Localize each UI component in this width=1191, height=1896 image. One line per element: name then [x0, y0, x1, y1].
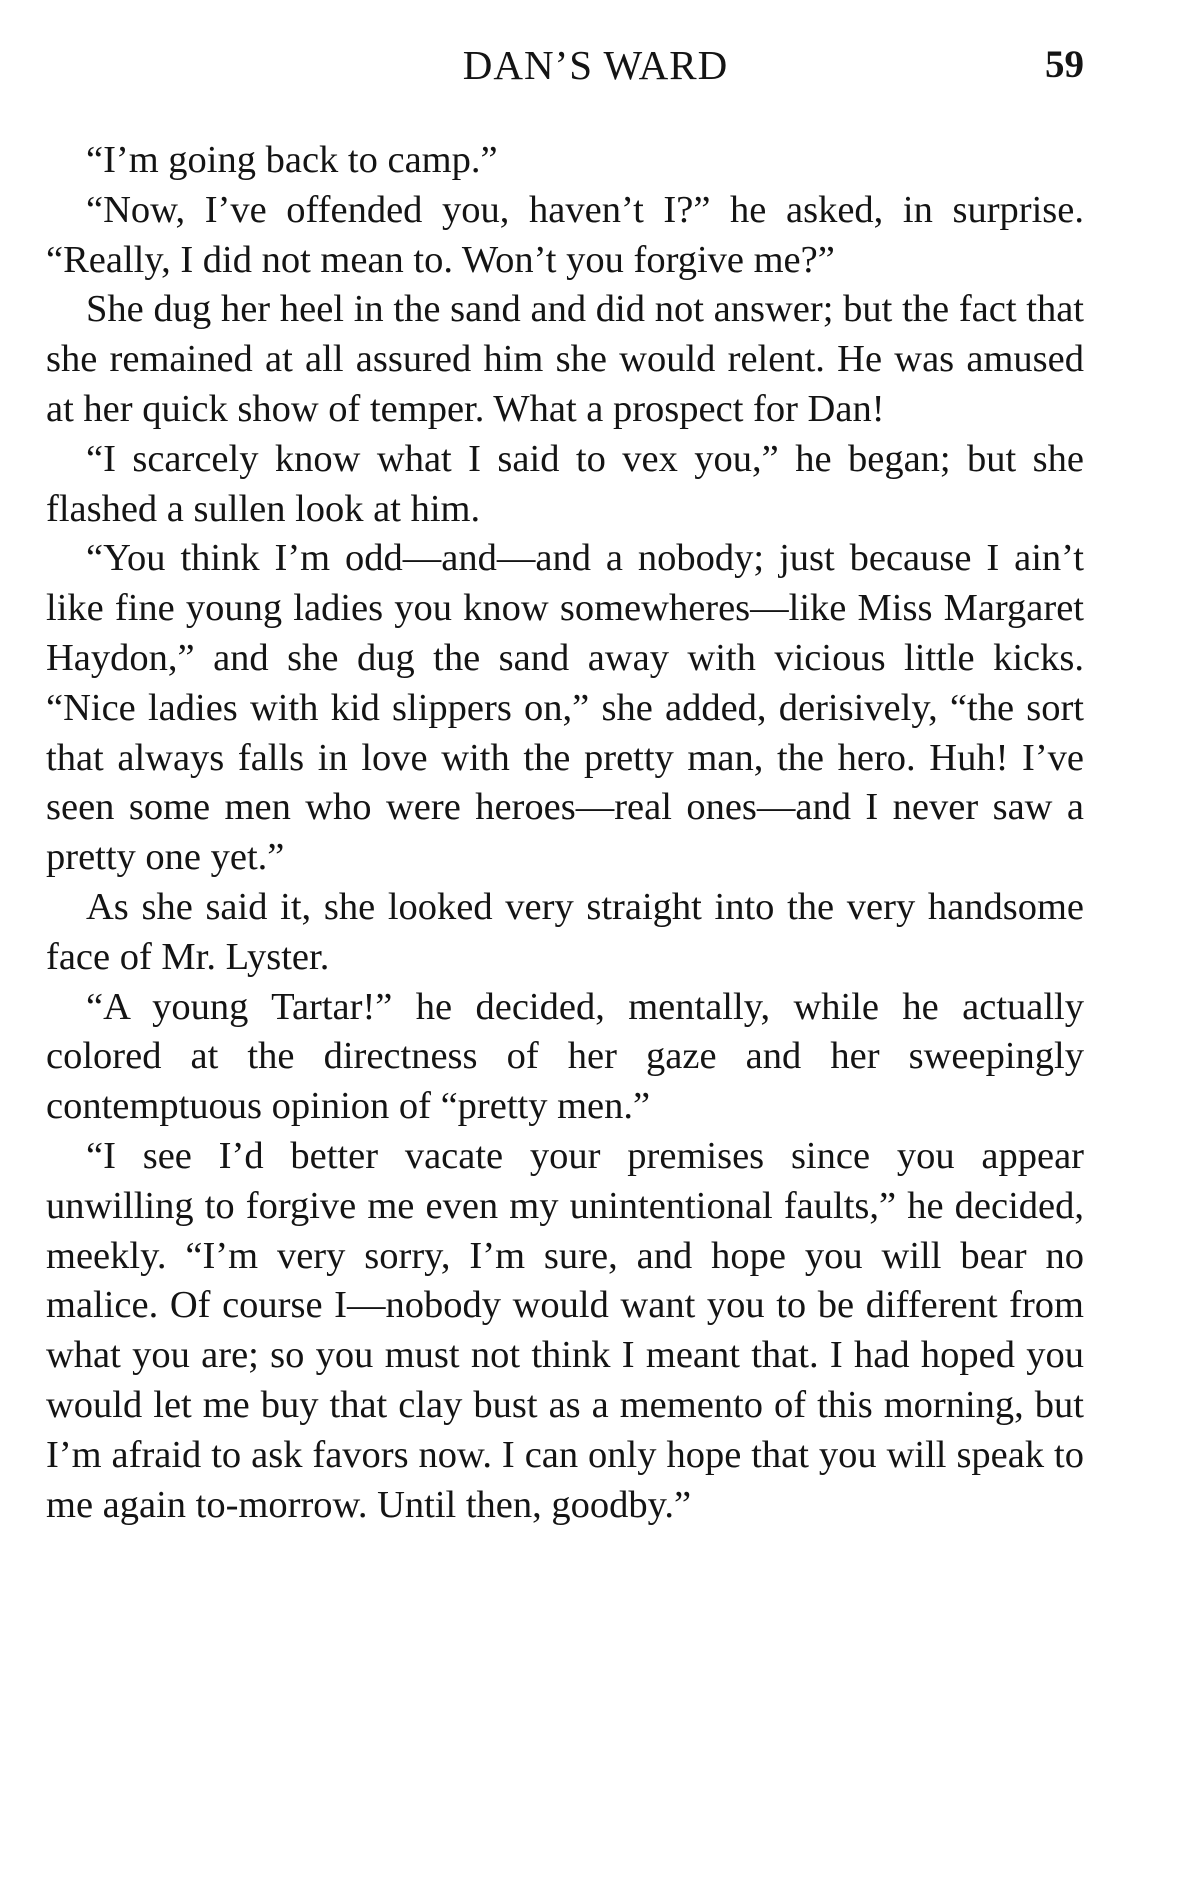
- running-title: DAN’S WARD: [462, 42, 729, 88]
- paragraph: She dug her heel in the sand and did not answer; but the fact that she remained at all assured him she would relent. He was amused at her quick show of temper. What a prospect for Dan!: [46, 288, 1084, 430]
- paragraph: As she said it, she looked very straight into the very handsome face of Mr. Lyster.: [46, 885, 1084, 978]
- paragraph: “A young Tartar!” he decided, mentally, while he actually colored at the directness of her gaze and her sweepingly contemptuous opinion of “pretty men.”: [46, 985, 1084, 1128]
- body-text: [46, 136, 1084, 1530]
- running-head: [0, 40, 1191, 90]
- page-number: 59: [1045, 43, 1084, 86]
- paragraph: “I scarcely know what I said to vex you,” he began; but she flashed a sullen look at him.: [46, 437, 1084, 530]
- paragraph: “You think I’m odd—and—and a nobody; just because I ain’t like fine young ladies you know somewheres—like Miss Margaret Haydon,” and she dug the sand away with vicious little kicks. “Nice ladies with kid slippers on,” she added, derisively, “the sort that always falls in love with the pretty man, the hero. Huh! I’ve seen some men who were heroes—real ones—and I never saw a pretty one yet.”: [46, 537, 1084, 879]
- paragraph: “Now, I’ve offended you, haven’t I?” he asked, in surprise. “Really, I did not mean to. Won’t you forgive me?”: [46, 188, 1084, 281]
- paragraph: “I’m going back to camp.”: [86, 139, 498, 181]
- paragraph: “I see I’d better vacate your premises since you appear unwilling to forgive me even my unintentional faults,” he decided, meekly. “I’m very sorry, I’m sure, and hope you will bear no malice. Of course I—nobody would want you to be different from what you are; so you must not think I meant that. I had hoped you would let me buy that clay bust as a memento of this morning, but I’m afraid to ask favors now. I can only hope that you will speak to me again to-morrow. Until then, goodby.”: [46, 1134, 1084, 1526]
